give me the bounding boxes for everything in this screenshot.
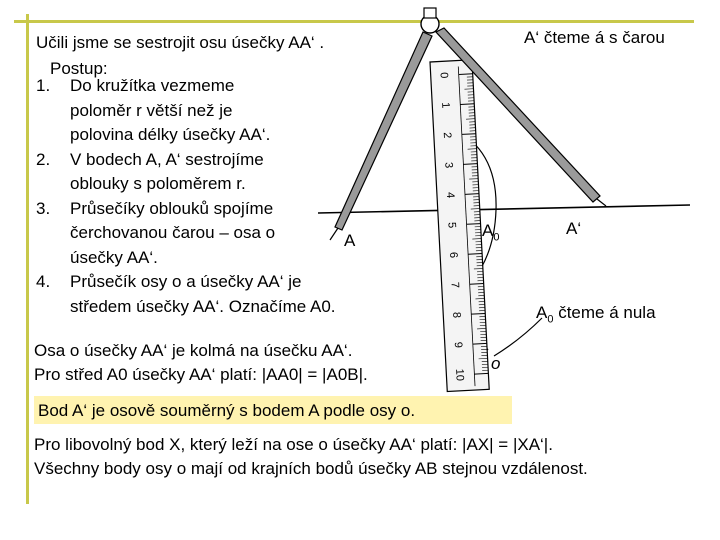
a0-reading-note: $A_0$ čteme á nula [536, 303, 656, 326]
ruler [430, 60, 489, 392]
point-a0-label: $A_0$ [482, 221, 500, 244]
point-a-label: A [344, 231, 356, 250]
step-3-line-2: čerchovanou čarou – osa o [70, 223, 276, 242]
compass-right-tip [597, 199, 606, 206]
step-1-line-2: poloměr r větší než je [70, 100, 233, 120]
arc-from-a-prime [494, 318, 542, 356]
ruler-number: 7 [448, 281, 461, 289]
note-a-prime-reading: A‘ čteme á s čarou [524, 28, 665, 47]
compass-left-tip [330, 228, 338, 240]
step-1-number: 1. [36, 76, 51, 95]
step-4-number: 4. [36, 272, 51, 291]
step-4-line-2: středem úsečky AA‘. Označíme A0. [70, 296, 336, 316]
ruler-number: 4 [443, 191, 457, 199]
step-2-line-2: oblouky s poloměrem r. [70, 174, 246, 193]
segment-aa-prime [318, 205, 690, 213]
perpendicular-statement: Osa o úsečky AA‘ je kolmá na úsečku AA‘. [34, 341, 353, 360]
ruler-number: 0 [437, 71, 450, 79]
step-4-line-1: Průsečík osy o a úsečky AA‘ je [70, 272, 302, 291]
ruler-number: 1 [439, 101, 452, 109]
step-2-line-1: V bodech A, A‘ sestrojíme [70, 149, 264, 169]
ruler-number: 10 [453, 368, 466, 382]
axis-o-label: o [491, 354, 501, 373]
ruler-number: 5 [445, 221, 458, 229]
page-title: Učili jsme se sestrojit osu úsečky AA‘ . [36, 33, 325, 52]
ruler-number: 9 [451, 341, 464, 349]
step-3-line-1: Průsečíky oblouků spojíme [70, 198, 274, 218]
point-a-prime-label: A‘ [566, 219, 582, 238]
compass-handle [424, 8, 436, 18]
any-point-statement: Pro libovolný bod X, který leží na ose o úsečky AA‘ platí: |AX| = |XA‘|. [34, 435, 553, 454]
compass-left-leg [335, 32, 432, 230]
step-2-number: 2. [36, 149, 51, 169]
ruler-number: 2 [440, 131, 454, 139]
symmetry-statement: Bod A‘ je osově souměrný s bodem A podle osy o. [38, 401, 416, 420]
step-1-line-3: polovina délky úsečky AA‘. [70, 125, 271, 144]
ruler-number: 6 [446, 251, 460, 259]
postup-label: Postup: [50, 59, 108, 78]
step-3-line-3: úsečky AA‘. [70, 247, 158, 267]
midpoint-statement: Pro střed A0 úsečky AA‘ platí: |AA0| = |A0B|. [34, 365, 368, 384]
ruler-number: 3 [442, 161, 455, 169]
ruler-number: 8 [450, 311, 463, 319]
equal-distance-statement: Všechny body osy o mají od krajních bodů úsečky AB stejnou vzdálenost. [34, 459, 588, 478]
step-3-number: 3. [36, 198, 51, 218]
step-1-line-1: Do kružítka vezmeme [70, 76, 235, 95]
